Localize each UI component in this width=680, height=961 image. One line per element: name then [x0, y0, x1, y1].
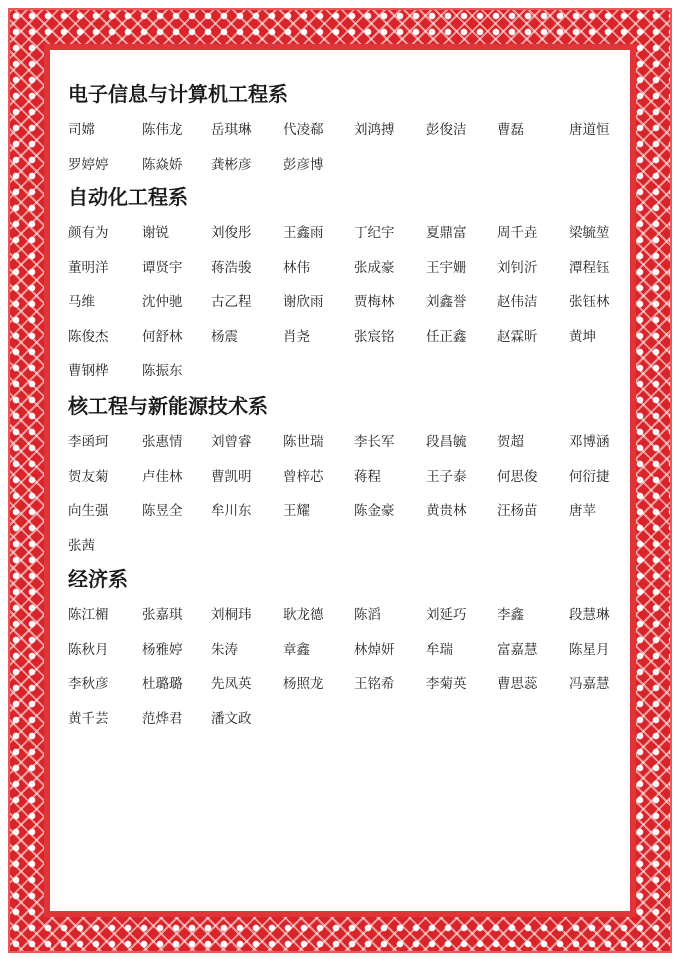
student-name: 陈秋月 [68, 641, 109, 658]
student-name: 何思俊 [497, 468, 538, 485]
student-name: 陈星月 [569, 641, 610, 658]
student-name: 刘俊彤 [211, 225, 252, 241]
section-title: 经济系 [68, 567, 128, 591]
student-name: 蒋浩骏 [211, 259, 252, 276]
student-name: 王铭希 [354, 676, 395, 693]
student-name: 陈江楣 [68, 607, 109, 623]
student-name: 赵伟洁 [497, 294, 538, 311]
student-name: 先凤英 [211, 676, 252, 693]
student-name: 牟瑞 [426, 641, 453, 658]
student-name: 谭贤宇 [142, 259, 183, 276]
student-name: 黄贵林 [426, 503, 467, 520]
student-name: 冯嘉慧 [569, 676, 610, 693]
student-name: 曾梓芯 [283, 468, 324, 485]
student-name: 李长军 [354, 434, 395, 450]
student-name: 司嫦 [68, 122, 95, 138]
student-name: 陈世瑞 [283, 434, 324, 450]
student-name: 何衍捷 [569, 468, 610, 485]
student-name: 陈金豪 [354, 503, 395, 520]
student-name: 张宸铭 [354, 328, 395, 345]
student-name: 黄坤 [569, 328, 596, 345]
student-name: 贺超 [497, 434, 524, 450]
student-name: 丁纪宇 [354, 225, 395, 241]
student-name: 林焯妍 [354, 641, 395, 658]
student-name: 唐道恒 [569, 122, 610, 138]
student-name: 颜有为 [68, 225, 109, 241]
student-name: 林伟 [283, 259, 310, 276]
student-name: 王鑫雨 [283, 225, 324, 241]
student-name: 梁毓堃 [569, 225, 610, 241]
student-name: 潭程钰 [569, 259, 610, 276]
student-name: 邓博涵 [569, 434, 610, 450]
student-name: 肖尧 [283, 328, 310, 345]
student-name: 刘延巧 [426, 607, 467, 623]
student-name: 董明洋 [68, 259, 109, 276]
student-name: 刘桐玮 [211, 607, 252, 623]
student-name: 陈昱全 [142, 503, 183, 520]
student-name: 彭彦博 [283, 156, 324, 173]
student-name: 张嘉琪 [142, 607, 183, 623]
student-name: 王宇姗 [426, 259, 467, 276]
student-name: 曹钢桦 [68, 363, 109, 380]
student-name: 李鑫 [497, 607, 524, 623]
student-name: 李秋彦 [68, 676, 109, 693]
student-name: 曹思蕊 [497, 676, 538, 693]
student-name: 唐苹 [569, 503, 596, 520]
student-name: 向生强 [68, 503, 109, 520]
student-name: 卢佳林 [142, 468, 183, 485]
student-name: 刘钊沂 [497, 259, 538, 276]
student-name: 曹凯明 [211, 468, 252, 485]
student-name: 富嘉慧 [497, 641, 538, 658]
student-name: 杨震 [211, 328, 238, 345]
student-name: 段慧琳 [569, 607, 610, 623]
student-name: 代凌郗 [283, 122, 324, 138]
student-name: 马维 [68, 294, 95, 311]
student-name: 刘鸿搏 [354, 122, 395, 138]
student-name: 张成豪 [354, 259, 395, 276]
section-title: 电子信息与计算机工程系 [68, 82, 288, 106]
student-name: 贾梅林 [354, 294, 395, 311]
student-name: 王耀 [283, 503, 310, 520]
student-name: 陈俊杰 [68, 328, 109, 345]
student-name: 曹磊 [497, 122, 524, 138]
student-name: 耿龙德 [283, 607, 324, 623]
student-name: 罗婷婷 [68, 156, 109, 173]
student-name: 杨照龙 [283, 676, 324, 693]
student-name: 谢锐 [142, 225, 169, 241]
student-name: 张茜 [68, 537, 95, 554]
student-name: 潘文政 [211, 710, 252, 727]
student-name: 任正鑫 [426, 328, 467, 345]
section-title: 核工程与新能源技术系 [68, 394, 268, 418]
student-name: 朱涛 [211, 641, 238, 658]
document-panel [50, 50, 630, 911]
student-name: 夏鼎富 [426, 225, 467, 241]
student-name: 龚彬彦 [211, 156, 252, 173]
student-name: 陈滔 [354, 607, 381, 623]
student-name: 李菊英 [426, 676, 467, 693]
student-name: 谢欣雨 [283, 294, 324, 311]
student-name: 周千垚 [497, 225, 538, 241]
student-name: 刘鑫誉 [426, 294, 467, 311]
student-name: 蒋程 [354, 468, 381, 485]
student-name: 段昌毓 [426, 434, 467, 450]
student-name: 张惠情 [142, 434, 183, 450]
student-name: 彭俊洁 [426, 122, 467, 138]
student-name: 贺友菊 [68, 468, 109, 485]
student-name: 赵霖昕 [497, 328, 538, 345]
student-name: 陈伟龙 [142, 122, 183, 138]
student-name: 陈焱娇 [142, 156, 183, 173]
student-name: 章鑫 [283, 641, 310, 658]
student-name: 陈振东 [142, 363, 183, 380]
student-name: 张钰林 [569, 294, 610, 311]
student-name: 岳琪琳 [211, 122, 252, 138]
student-name: 汪杨苗 [497, 503, 538, 520]
student-name: 范烨君 [142, 710, 183, 727]
student-name: 李函珂 [68, 434, 109, 450]
student-name: 牟川东 [211, 503, 252, 520]
student-name: 黄千芸 [68, 710, 109, 727]
student-name: 刘曾睿 [211, 434, 252, 450]
student-name: 王子泰 [426, 468, 467, 485]
student-name: 杨雅婷 [142, 641, 183, 658]
section-title: 自动化工程系 [68, 185, 188, 209]
student-name: 杜璐璐 [142, 676, 183, 693]
student-name: 何舒林 [142, 328, 183, 345]
student-name: 沈仲驰 [142, 294, 183, 311]
student-name: 古乙程 [211, 294, 252, 311]
